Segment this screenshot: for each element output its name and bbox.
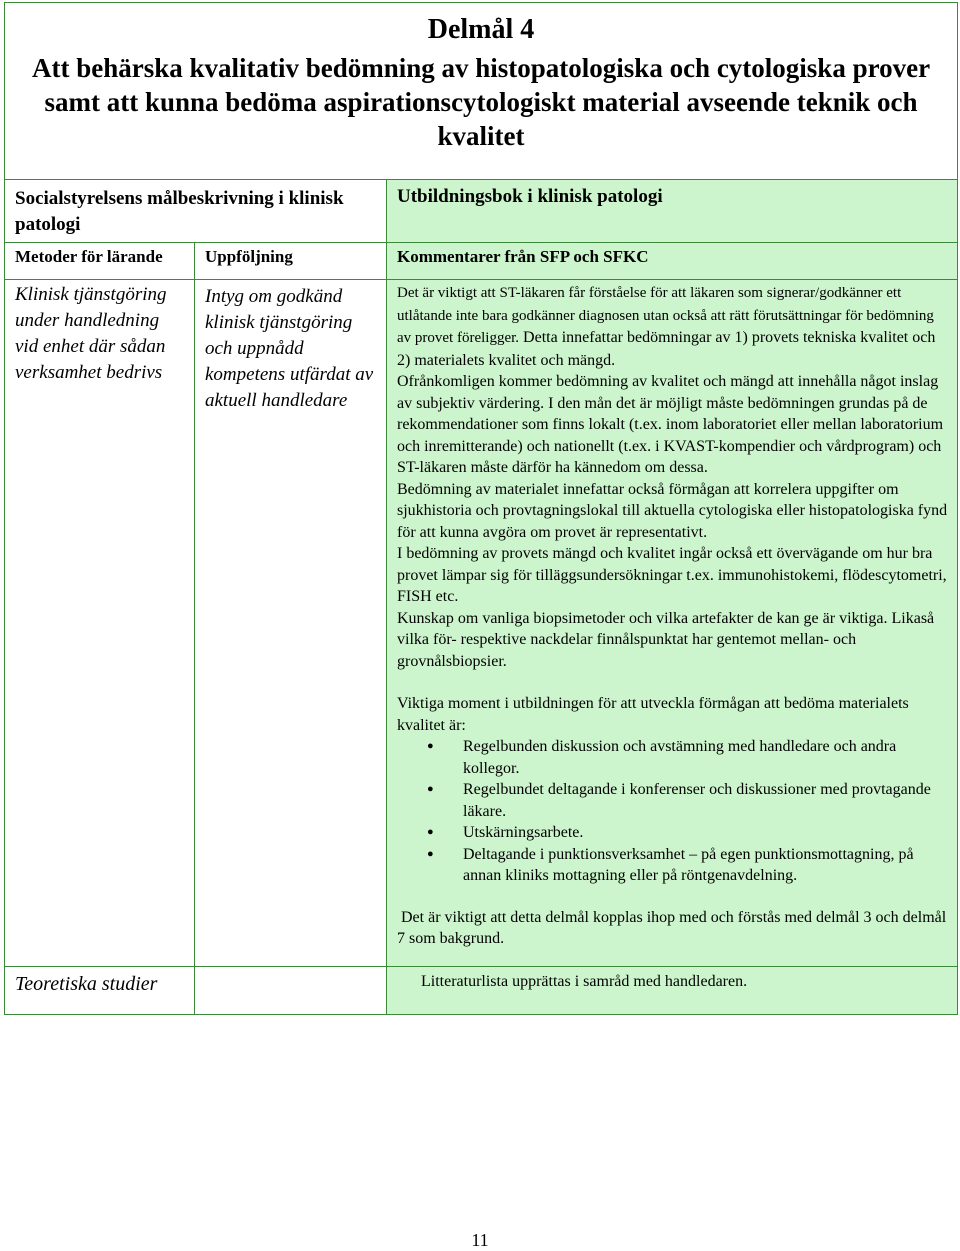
column-header-methods: Metoder för lärande — [5, 243, 195, 280]
comment-p7: Det är viktigt att detta delmål kopplas ihop med och förstås med delmål 3 och delmål 7 som bakgrund. — [397, 908, 951, 947]
followup-certificate — [195, 280, 387, 967]
comment-p3: Bedömning av materialet innefattar också förmågan att korrelera uppgifter om sjukhistoria och provtagningslokal till aktuella cytologiska eller histopatologiska fynd för att kunna avgöra om provet är representativt. — [397, 480, 948, 541]
comment-literature: Litteraturlista upprättas i samråd med handledaren. — [387, 966, 958, 1014]
method-clinical — [5, 280, 195, 967]
method-clinical-text: Klinisk tjänstgöring under handledning vid enhet där sådan verksamhet bedrivs — [15, 284, 167, 383]
list-item: ● Regelbundet deltagande i konferenser och diskussioner med provtagande läkare. — [463, 779, 951, 822]
list-item: ● Utskärningsarbete. — [463, 822, 951, 844]
comment-p4: I bedömning av provets mängd och kvalitet ingår också ett övervägande om hur bra provet lämpar sig för tilläggsundersökningar t.ex. immunohistokemi, flödescytometri, FISH etc. — [397, 545, 947, 605]
comment-p6: Viktiga moment i utbildningen för att utveckla förmågan att bedöma materialets kvalitet är: — [397, 695, 909, 734]
list-item: ● Regelbunden diskussion och avstämning med handledare och andra kollegor. — [463, 736, 951, 779]
moments-list — [397, 736, 951, 887]
objective-table — [4, 2, 958, 1015]
objective-title: Att behärska kvalitativ bedömning av histopatologiska och cytologiska prover samt att kunna bedöma aspirationscytologiskt material avseende teknik och kvalitet — [31, 53, 931, 151]
objective-number: Delmål 4 — [427, 14, 535, 45]
comment-intro: Det är viktigt att ST-läkaren får förståelse för att läkaren som signerar/godkänner ett utlåtande inte bara godkänner diagnosen utan också att rätt förutsättningar för bedömning av provet föreligger. — [397, 285, 934, 346]
comment-clinical — [387, 280, 958, 967]
page-number: 11 — [471, 1230, 489, 1250]
title-cell — [5, 3, 958, 180]
comment-p2: Ofrånkomligen kommer bedömning av kvalitet och mängd att innehålla något inslag av subjektiv värdering. I den mån det är möjligt måste bedömningen grundas på de rekommendationer som finns lokalt (t.ex. inom laboratoriet eller mellan laboratorium och inremitterande) och nationellt (t.ex. i KVAST-kompendier och vårdprogram) och ST-läkaren måste därför ha kännedom om dessa. — [397, 373, 944, 476]
list-item: ● Deltagande i punktionsverksamhet – på egen punktionsmottagning, på annan kliniks mottagning eller på röntgenavdelning. — [463, 844, 951, 887]
header-socialstyrelsen: Socialstyrelsens målbeskrivning i klinisk patologi — [5, 180, 387, 243]
followup-theory — [195, 966, 387, 1014]
method-theory: Teoretiska studier — [5, 966, 195, 1014]
column-header-followup: Uppföljning — [195, 243, 387, 280]
header-utbildningsbok: Utbildningsbok i klinisk patologi — [387, 180, 958, 243]
comment-p5: Kunskap om vanliga biopsimetoder och vilka artefakter de kan ge är viktiga. Likaså vilka för- respektive nackdelar finnålspunktat har gentemot mellan- och grovnålsbiopsier. — [397, 609, 935, 670]
followup-certificate-text: Intyg om godkänd klinisk tjänstgöring och uppnådd kompetens utfärdat av aktuell handledare — [205, 286, 374, 411]
comment-p1: Detta innefattar bedömningar av 1) provets tekniska kvalitet och 2) materialets kvalitet och mängd. — [397, 329, 936, 369]
column-header-comments: Kommentarer från SFP och SFKC — [387, 243, 958, 280]
